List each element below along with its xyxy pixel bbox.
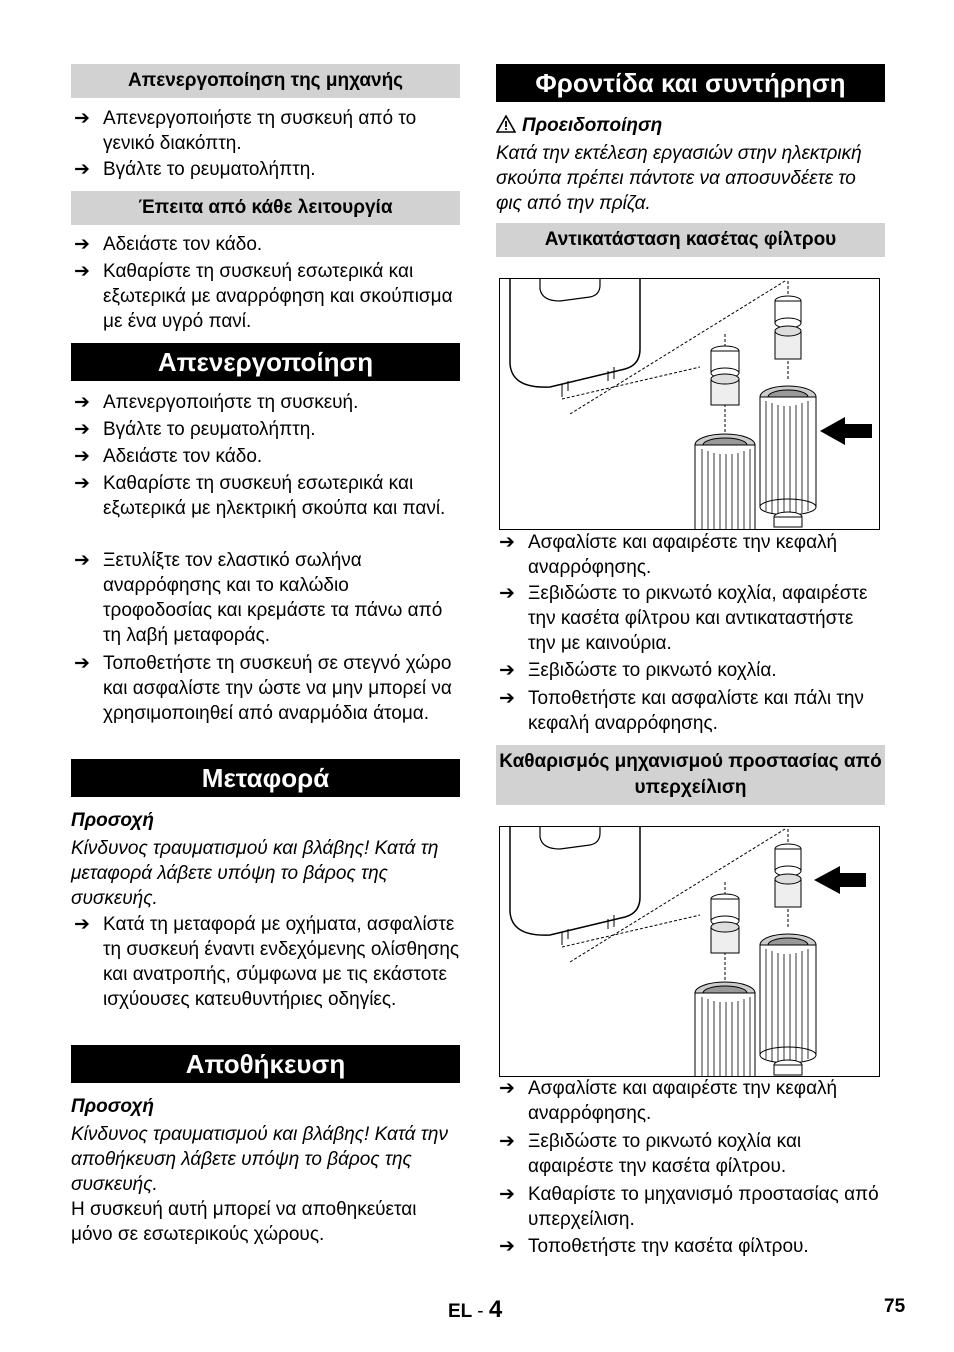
right-arrow-icon: ➔ (499, 1131, 515, 1152)
warning-title: Προειδοποίηση (496, 113, 885, 138)
warning-triangle-icon (496, 115, 516, 133)
caution-title: Προσοχή (71, 1096, 155, 1117)
right-arrow-icon: ➔ (74, 419, 90, 440)
section-subheading: Καθαρισμός μηχανισμού προστασίας από υπερχείλιση (496, 745, 885, 805)
right-arrow-icon: ➔ (499, 532, 515, 553)
warning-text: Κατά την εκτέλεση εργασιών στην ηλεκτρική σκούπα πρέπει πάντοτε να αποσυνδέετε το φις από την πρίζα. (496, 143, 862, 214)
filter-replacement-illustration (499, 278, 880, 530)
section-subheading: Απενεργοποίηση της μηχανής (71, 64, 460, 98)
caution-text: Κίνδυνος τραυματισμού και βλάβης! Κατά τη μεταφορά λάβετε υπόψη το βάρος της συσκευής. (71, 838, 439, 909)
right-arrow-icon: ➔ (499, 583, 515, 604)
right-arrow-icon: ➔ (74, 159, 90, 180)
footer-language-page: EL - 4 (448, 1296, 503, 1323)
storage-note: Η συσκευή αυτή μπορεί να αποθηκεύεται μόνο σε εσωτερικούς χώρους. (71, 1199, 417, 1245)
right-arrow-icon: ➔ (499, 1184, 515, 1205)
section-heading: Φροντίδα και συντήρηση (496, 64, 885, 102)
caution-text: Κίνδυνος τραυματισμού και βλάβης! Κατά την αποθήκευση λάβετε υπόψη το βάρος της συσκευής. (71, 1124, 448, 1195)
right-arrow-icon: ➔ (74, 261, 90, 282)
section-subheading: Αντικατάσταση κασέτας φίλτρου (496, 223, 885, 257)
section-heading: Απενεργοποίηση (71, 343, 460, 381)
right-arrow-icon: ➔ (74, 473, 90, 494)
right-arrow-icon: ➔ (74, 392, 90, 413)
section-heading: Μεταφορά (71, 759, 460, 797)
right-arrow-icon: ➔ (499, 688, 515, 709)
section-subheading: Έπειτα από κάθε λειτουργία (71, 191, 460, 225)
page-number: 75 (884, 1296, 906, 1317)
right-arrow-icon: ➔ (499, 1078, 515, 1099)
right-arrow-icon: ➔ (74, 446, 90, 467)
caution-title: Προσοχή (71, 810, 155, 831)
overflow-protection-illustration (499, 826, 880, 1077)
section-heading: Αποθήκευση (71, 1045, 460, 1083)
right-arrow-icon: ➔ (74, 550, 90, 571)
right-arrow-icon: ➔ (74, 108, 90, 129)
right-arrow-icon: ➔ (74, 653, 90, 674)
right-arrow-icon: ➔ (74, 234, 90, 255)
right-arrow-icon: ➔ (499, 1236, 515, 1257)
right-arrow-icon: ➔ (74, 914, 90, 935)
right-arrow-icon: ➔ (499, 660, 515, 681)
